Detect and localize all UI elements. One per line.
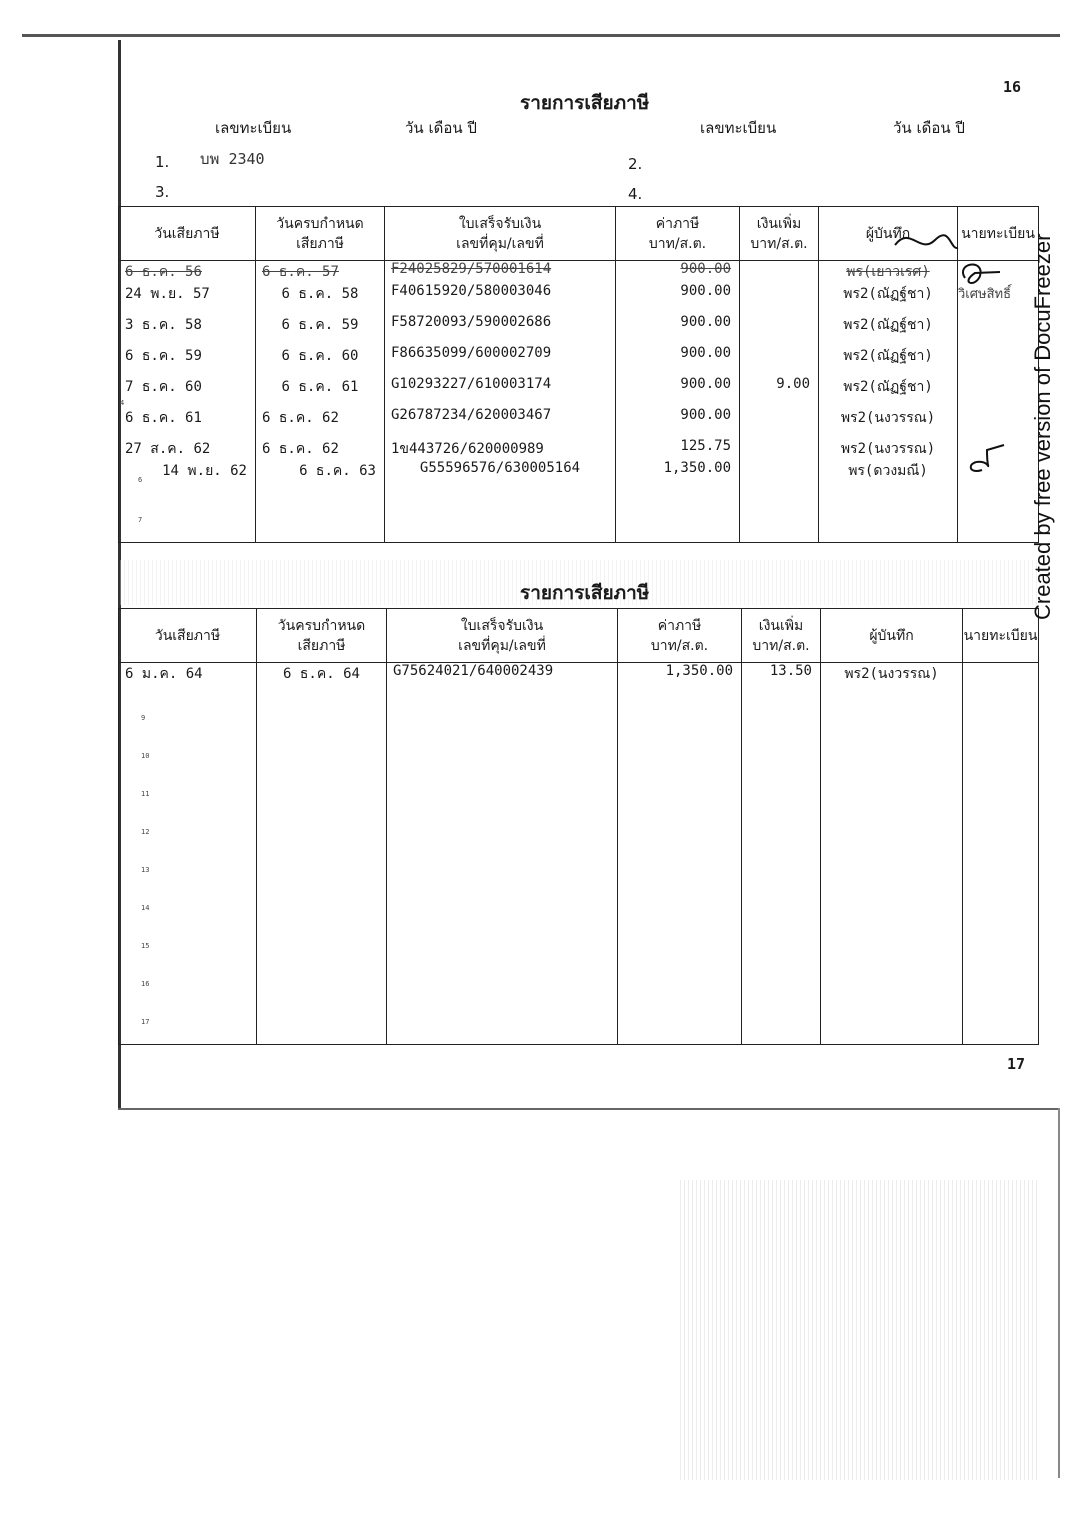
page-title: รายการเสียภาษี (520, 92, 650, 114)
cell-due-date: 6 ธ.ค. 61 (256, 376, 385, 407)
th-recorder: ผู้บันทึก (821, 609, 963, 663)
cell-registrar (958, 407, 1039, 438)
row-index: 10 (141, 752, 150, 760)
cell-receipt: F86635099/600002709 (385, 345, 616, 376)
table-row-empty (119, 695, 1039, 1045)
cell-receipt: G10293227/610003174 (385, 376, 616, 407)
cell-registrar (958, 376, 1039, 407)
line-2-number: 2. (628, 155, 643, 173)
th-receipt: ใบเสร็จรับเงิน เลขที่คุม/เลขที่ (387, 609, 618, 663)
row-index: 12 (141, 828, 150, 836)
table-row (119, 438, 1039, 460)
cell-due-date: 6 ธ.ค. 58 (256, 283, 385, 314)
th-tax: ค่าภาษี บาท/ส.ต. (618, 609, 742, 663)
page-number-bottom: 17 (1007, 1055, 1026, 1073)
line-4-number: 4. (628, 185, 643, 203)
cell-pay-date: 24 พ.ย. 57 (119, 283, 256, 314)
cell-pay-date: 6 ธ.ค. 61 (119, 407, 256, 438)
label-reg-number-2: เลขทะเบียน (700, 119, 777, 137)
cell-recorder: พร2(นงวรรณ) (819, 407, 958, 438)
th-due-date: วันครบกำหนด เสียภาษี (257, 609, 387, 663)
cell-tax: 1,350.00 (616, 460, 740, 482)
cell-pay-date: 3 ธ.ค. 58 (119, 314, 256, 345)
cell-surcharge (740, 283, 819, 314)
cell-receipt: F58720093/590002686 (385, 314, 616, 345)
cell-recorder: พร2(ณัฏฐ์ชา) (819, 283, 958, 314)
cell-due-date: 6 ธ.ค. 62 (256, 438, 385, 460)
label-date: วัน เดือน ปี (405, 119, 477, 137)
cell-recorder: พร2(นงวรรณ) (819, 438, 958, 460)
cell-receipt: F40615920/580003046 (385, 283, 616, 314)
cell-tax: 900.00 (616, 314, 740, 345)
tax-table-2 (118, 608, 1039, 1045)
row-index: 15 (141, 942, 150, 950)
cell-due-date: 6 ธ.ค. 63 (256, 460, 385, 482)
line-1-number: 1. (155, 153, 170, 171)
cell-due-date: 6 ธ.ค. 59 (256, 314, 385, 345)
signature-mark (890, 220, 960, 260)
cell-tax: 900.00 (616, 376, 740, 407)
cell-due-date: 6 ธ.ค. 64 (257, 663, 387, 695)
label-date-2: วัน เดือน ปี (893, 119, 965, 137)
cell-receipt: 1ข443726/620000989 (385, 438, 616, 460)
cell-tax: 1,350.00 (618, 663, 742, 695)
cell-tax: 125.75 (616, 438, 740, 460)
cell-receipt: G75624021/640002439 (387, 663, 618, 695)
th-receipt: ใบเสร็จรับเงิน เลขที่คุม/เลขที่ (385, 207, 616, 261)
cell-recorder: พร(เยาวเรศ) (819, 261, 958, 284)
table-row (119, 663, 1039, 695)
th-recorder: ผู้บันทึก (819, 207, 958, 261)
cell-surcharge (740, 345, 819, 376)
cell-surcharge (740, 407, 819, 438)
cell-registrar (958, 314, 1039, 345)
table-row (119, 460, 1039, 482)
row-index: 17 (141, 1018, 150, 1026)
th-surcharge: เงินเพิ่ม บาท/ส.ต. (740, 207, 819, 261)
cell-registrar (963, 663, 1039, 695)
table-row (119, 314, 1039, 345)
cell-recorder: พร2(ณัฏฐ์ชา) (819, 345, 958, 376)
row-index: 6 (138, 476, 143, 484)
cell-tax: 900.00 (616, 345, 740, 376)
table-row (119, 261, 1039, 284)
cell-surcharge: 13.50 (742, 663, 821, 695)
scan-bottom-border (118, 1108, 1060, 1110)
cell-due-date: 6 ธ.ค. 57 (256, 261, 385, 284)
cell-surcharge: 9.00 (740, 376, 819, 407)
th-registrar: นายทะเบียน (963, 609, 1039, 663)
table-row-empty (119, 482, 1039, 543)
th-pay-date: วันเสียภาษี (119, 207, 256, 261)
watermark-text: Created by free version of DocuFreezer (1030, 233, 1055, 620)
row-index: 9 (141, 714, 146, 722)
table-row (119, 283, 1039, 314)
scan-top-border (22, 34, 1060, 37)
table-row (119, 376, 1039, 407)
th-due-date: วันครบกำหนด เสียภาษี (256, 207, 385, 261)
row-index: 7 (138, 516, 143, 524)
cell-pay-date: 7 ธ.ค. 60 (119, 376, 256, 407)
line-3-number: 3. (155, 183, 170, 201)
row-index: 13 (141, 866, 150, 874)
cell-receipt: F24025829/570001614 (385, 261, 616, 284)
row-index: 14 (141, 904, 150, 912)
cell-surcharge (740, 460, 819, 482)
table-row (119, 407, 1039, 438)
label-reg-number: เลขทะเบียน (215, 119, 292, 137)
cell-pay-date: 6 ธ.ค. 59 (119, 345, 256, 376)
cell-recorder: พร2(ณัฏฐ์ชา) (819, 376, 958, 407)
cell-tax: 900.00 (616, 261, 740, 284)
th-surcharge: เงินเพิ่ม บาท/ส.ต. (742, 609, 821, 663)
cell-registrar (958, 345, 1039, 376)
cell-surcharge (740, 261, 819, 284)
th-registrar: นายทะเบียน (958, 207, 1039, 261)
row-index: 4 (120, 399, 125, 407)
table-row (119, 345, 1039, 376)
cell-recorder: พร2(ณัฏฐ์ชา) (819, 314, 958, 345)
cell-recorder: พร2(นงวรรณ) (821, 663, 963, 695)
cell-receipt: G26787234/620003467 (385, 407, 616, 438)
table-header-row (119, 609, 1039, 663)
cell-tax: 900.00 (616, 407, 740, 438)
cell-pay-date: 27 ส.ค. 62 (119, 438, 256, 460)
scan-noise (680, 1180, 1040, 1480)
cell-due-date: 6 ธ.ค. 62 (256, 407, 385, 438)
cell-due-date: 6 ธ.ค. 60 (256, 345, 385, 376)
row-index: 16 (141, 980, 150, 988)
th-pay-date: วันเสียภาษี (119, 609, 257, 663)
cell-tax: 900.00 (616, 283, 740, 314)
cell-pay-date: 6 ม.ค. 64 (119, 663, 257, 695)
signature-mark (962, 440, 1012, 485)
row-index: 11 (141, 790, 150, 798)
line-1-reg-value: บพ 2340 (200, 150, 265, 168)
cell-surcharge (740, 314, 819, 345)
cell-recorder: พร(ดวงมณี) (819, 460, 958, 482)
cell-pay-date: 6 ธ.ค. 56 (119, 261, 256, 284)
section-title-2: รายการเสียภาษี (520, 582, 650, 604)
cell-pay-date: 14 พ.ย. 62 (119, 460, 256, 482)
signature-mark (955, 258, 1005, 293)
cell-registrar: วิเศษสิทธิ์ (958, 283, 1039, 314)
page-number-top: 16 (1003, 78, 1022, 96)
th-tax: ค่าภาษี บาท/ส.ต. (616, 207, 740, 261)
scan-right-border (1058, 1108, 1060, 1478)
cell-receipt: G55596576/630005164 (385, 460, 616, 482)
cell-surcharge (740, 438, 819, 460)
